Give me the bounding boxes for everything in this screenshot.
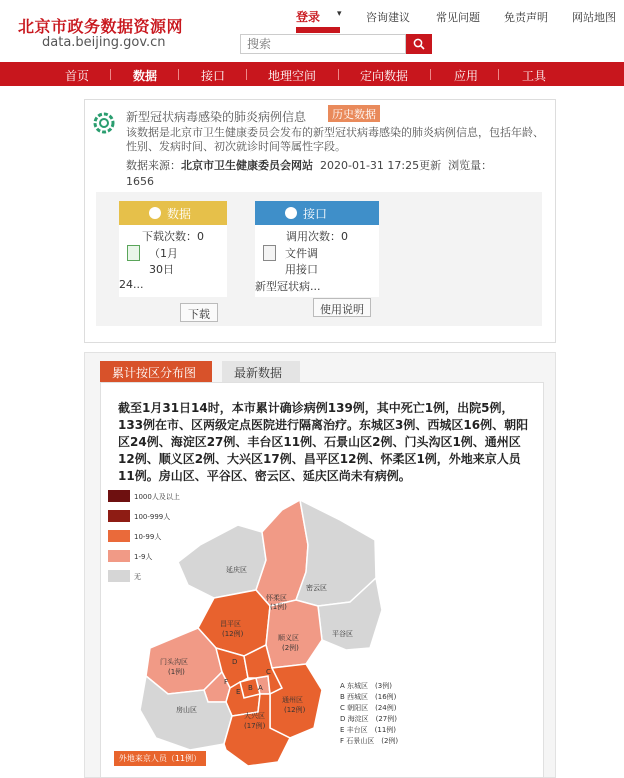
api-line: 新型冠状病... xyxy=(255,280,321,293)
legend-label: 1-9人 xyxy=(134,553,153,561)
label-huairou: 怀柔区 xyxy=(266,594,287,602)
site-url[interactable]: data.beijing.gov.cn xyxy=(42,35,166,50)
source-label: 数据来源： xyxy=(126,159,181,172)
download-count: 下载次数：0 xyxy=(142,230,204,243)
label-tongzhou: 通州区 xyxy=(282,696,303,704)
key-haidian: D 海淀区 (27例) xyxy=(340,715,397,723)
dataset-title: 新型冠状病毒感染的肺炎病例信息 xyxy=(126,110,307,124)
label-pinggu: 平谷区 xyxy=(332,630,353,638)
label-daxing: 大兴区 xyxy=(244,712,265,720)
views-count: 1656 xyxy=(126,175,154,188)
link-sitemap[interactable]: 网站地图 xyxy=(572,11,616,24)
label-huairou-count: (1例) xyxy=(270,603,287,611)
api-line: 用接口 xyxy=(285,263,318,276)
api-docs-button[interactable]: 使用说明 xyxy=(313,298,371,317)
chevron-down-icon[interactable]: ▾ xyxy=(337,9,342,19)
legend-label: 100-999人 xyxy=(134,513,171,521)
file-name-line: 30日 xyxy=(149,263,174,276)
update-time: 2020-01-31 17:25更新 xyxy=(320,159,442,172)
tab-district-map[interactable]: 累计按区分布图 xyxy=(100,361,212,382)
nav-data[interactable]: 数据 xyxy=(133,69,158,83)
key-xicheng: B 西城区 (16例) xyxy=(340,693,397,701)
nav-apps[interactable]: 应用 xyxy=(454,69,479,83)
letter-d: D xyxy=(232,658,238,666)
label-miyun: 密云区 xyxy=(306,584,327,592)
file-name-line: 24... xyxy=(119,278,144,291)
link-faq[interactable]: 常见问题 xyxy=(436,11,480,24)
call-count: 调用次数：0 xyxy=(286,230,348,243)
legend-label: 1000人及以上 xyxy=(134,493,180,501)
site-title[interactable]: 北京市政务数据资源网 xyxy=(18,17,184,36)
login-link[interactable]: 登录 xyxy=(296,10,321,24)
outsider-cases-badge: 外地来京人员（11例） xyxy=(114,751,206,766)
legend-label: 无 xyxy=(134,573,141,581)
letter-c: C xyxy=(266,668,271,676)
dataset-description: 该数据是北京市卫生健康委员会发布的新型冠状病毒感染的肺炎病例信息，包括年龄、性别、发病时间、初次就诊时间等属性字段。 xyxy=(126,126,544,153)
views-label: 浏览量： xyxy=(448,159,493,172)
label-mentougou-count: (1例) xyxy=(168,668,185,676)
letter-b: B xyxy=(248,684,253,692)
label-yanqing: 延庆区 xyxy=(226,566,247,574)
district-yanqing[interactable] xyxy=(178,525,266,598)
key-chaoyang: C 朝阳区 (24例) xyxy=(340,704,397,712)
nav-home[interactable]: 首页 xyxy=(65,69,90,83)
label-changping-count: (12例) xyxy=(222,630,244,638)
legend-label: 10-99人 xyxy=(134,533,162,541)
label-tongzhou-count: (12例) xyxy=(284,706,306,714)
nav-tools[interactable]: 工具 xyxy=(522,69,547,83)
label-changping: 昌平区 xyxy=(220,620,241,628)
nav-api[interactable]: 接口 xyxy=(201,69,226,83)
download-button[interactable]: 下载 xyxy=(180,303,218,322)
case-summary: 截至1月31日14时，本市累计确诊病例139例，其中死亡1例，出院5例，133例在市、区两级定点医院进行隔离治疗。东城区3例、西城区16例、朝阳区24例、海淀区27例、丰台区11例、石景山区2例、门头沟区1例、通州区12例、顺义区2例、大兴区17例、昌平区12例、怀柔区1例，外地来京人员11例。房山区、平谷区、密云区、延庆区尚未有病例。 xyxy=(118,401,529,483)
label-mentougou: 门头沟区 xyxy=(160,658,188,666)
letter-a: A xyxy=(258,684,263,692)
nav-directed-data[interactable]: 定向数据 xyxy=(360,69,409,83)
link-disclaimer[interactable]: 免责声明 xyxy=(504,11,548,24)
label-daxing-count: (17例) xyxy=(244,722,266,730)
key-dongcheng: A 东城区 (3例) xyxy=(340,682,392,690)
tab-latest-data[interactable]: 最新数据 xyxy=(222,361,300,382)
key-fengtai: E 丰台区 (11例) xyxy=(340,726,397,734)
nav-geo[interactable]: 地理空间 xyxy=(268,69,317,83)
history-data-tag[interactable]: 历史数据 xyxy=(328,105,380,122)
api-tile-title: 接口 xyxy=(303,207,328,221)
label-shunyi-count: (2例) xyxy=(282,644,299,652)
letter-f: F xyxy=(224,678,229,686)
label-shunyi: 顺义区 xyxy=(278,634,299,642)
file-name-line: （1月 xyxy=(149,247,178,260)
source-value: 北京市卫生健康委员会网站 xyxy=(181,159,313,172)
label-fangshan: 房山区 xyxy=(176,706,197,714)
key-shijingshan: F 石景山区 (2例) xyxy=(340,737,399,745)
data-tile-title: 数据 xyxy=(167,207,192,221)
api-line: 文件调 xyxy=(285,247,318,260)
letter-e: E xyxy=(236,688,241,696)
link-feedback[interactable]: 咨询建议 xyxy=(366,11,410,24)
